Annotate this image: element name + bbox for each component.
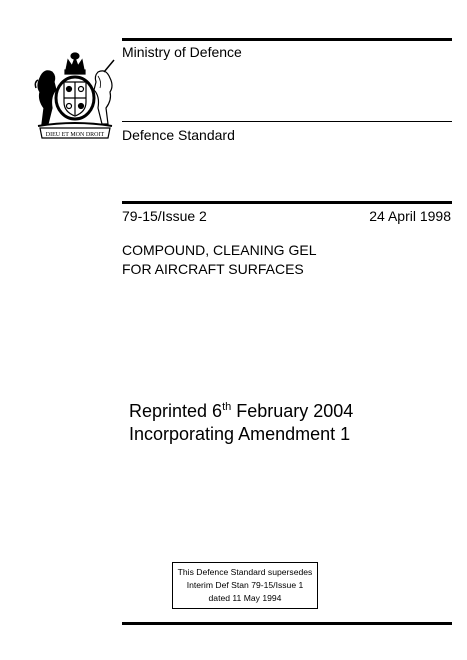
footer-rule <box>122 622 452 625</box>
supersedes-line-3: dated 11 May 1994 <box>208 593 282 603</box>
document-title <box>122 241 316 279</box>
svg-text:DIEU ET MON DROIT: DIEU ET MON DROIT <box>45 132 105 138</box>
reprint-date: Reprinted 6th February 2004 <box>129 401 354 421</box>
supersedes-line-1: This Defence Standard supersedes <box>177 567 313 577</box>
amendment-line: Incorporating Amendment 1 <box>129 424 351 444</box>
supersedes-line-2: Interim Def Stan 79-15/Issue 1 <box>186 580 304 590</box>
reprint-notice <box>129 400 353 446</box>
document-number: 79-15/Issue 2 <box>122 208 207 224</box>
document-date: 24 April 1998 <box>369 208 451 224</box>
title-line-1: COMPOUND, CLEANING GEL <box>122 242 317 258</box>
supersedes-box <box>172 562 318 609</box>
number-rule <box>122 201 452 204</box>
document-type: Defence Standard <box>122 127 235 143</box>
header-top-rule <box>122 38 452 41</box>
organisation-name: Ministry of Defence <box>122 44 242 60</box>
title-line-2: FOR AIRCRAFT SURFACES <box>122 261 304 277</box>
standard-rule <box>122 121 452 122</box>
royal-coat-of-arms-icon <box>30 52 120 142</box>
